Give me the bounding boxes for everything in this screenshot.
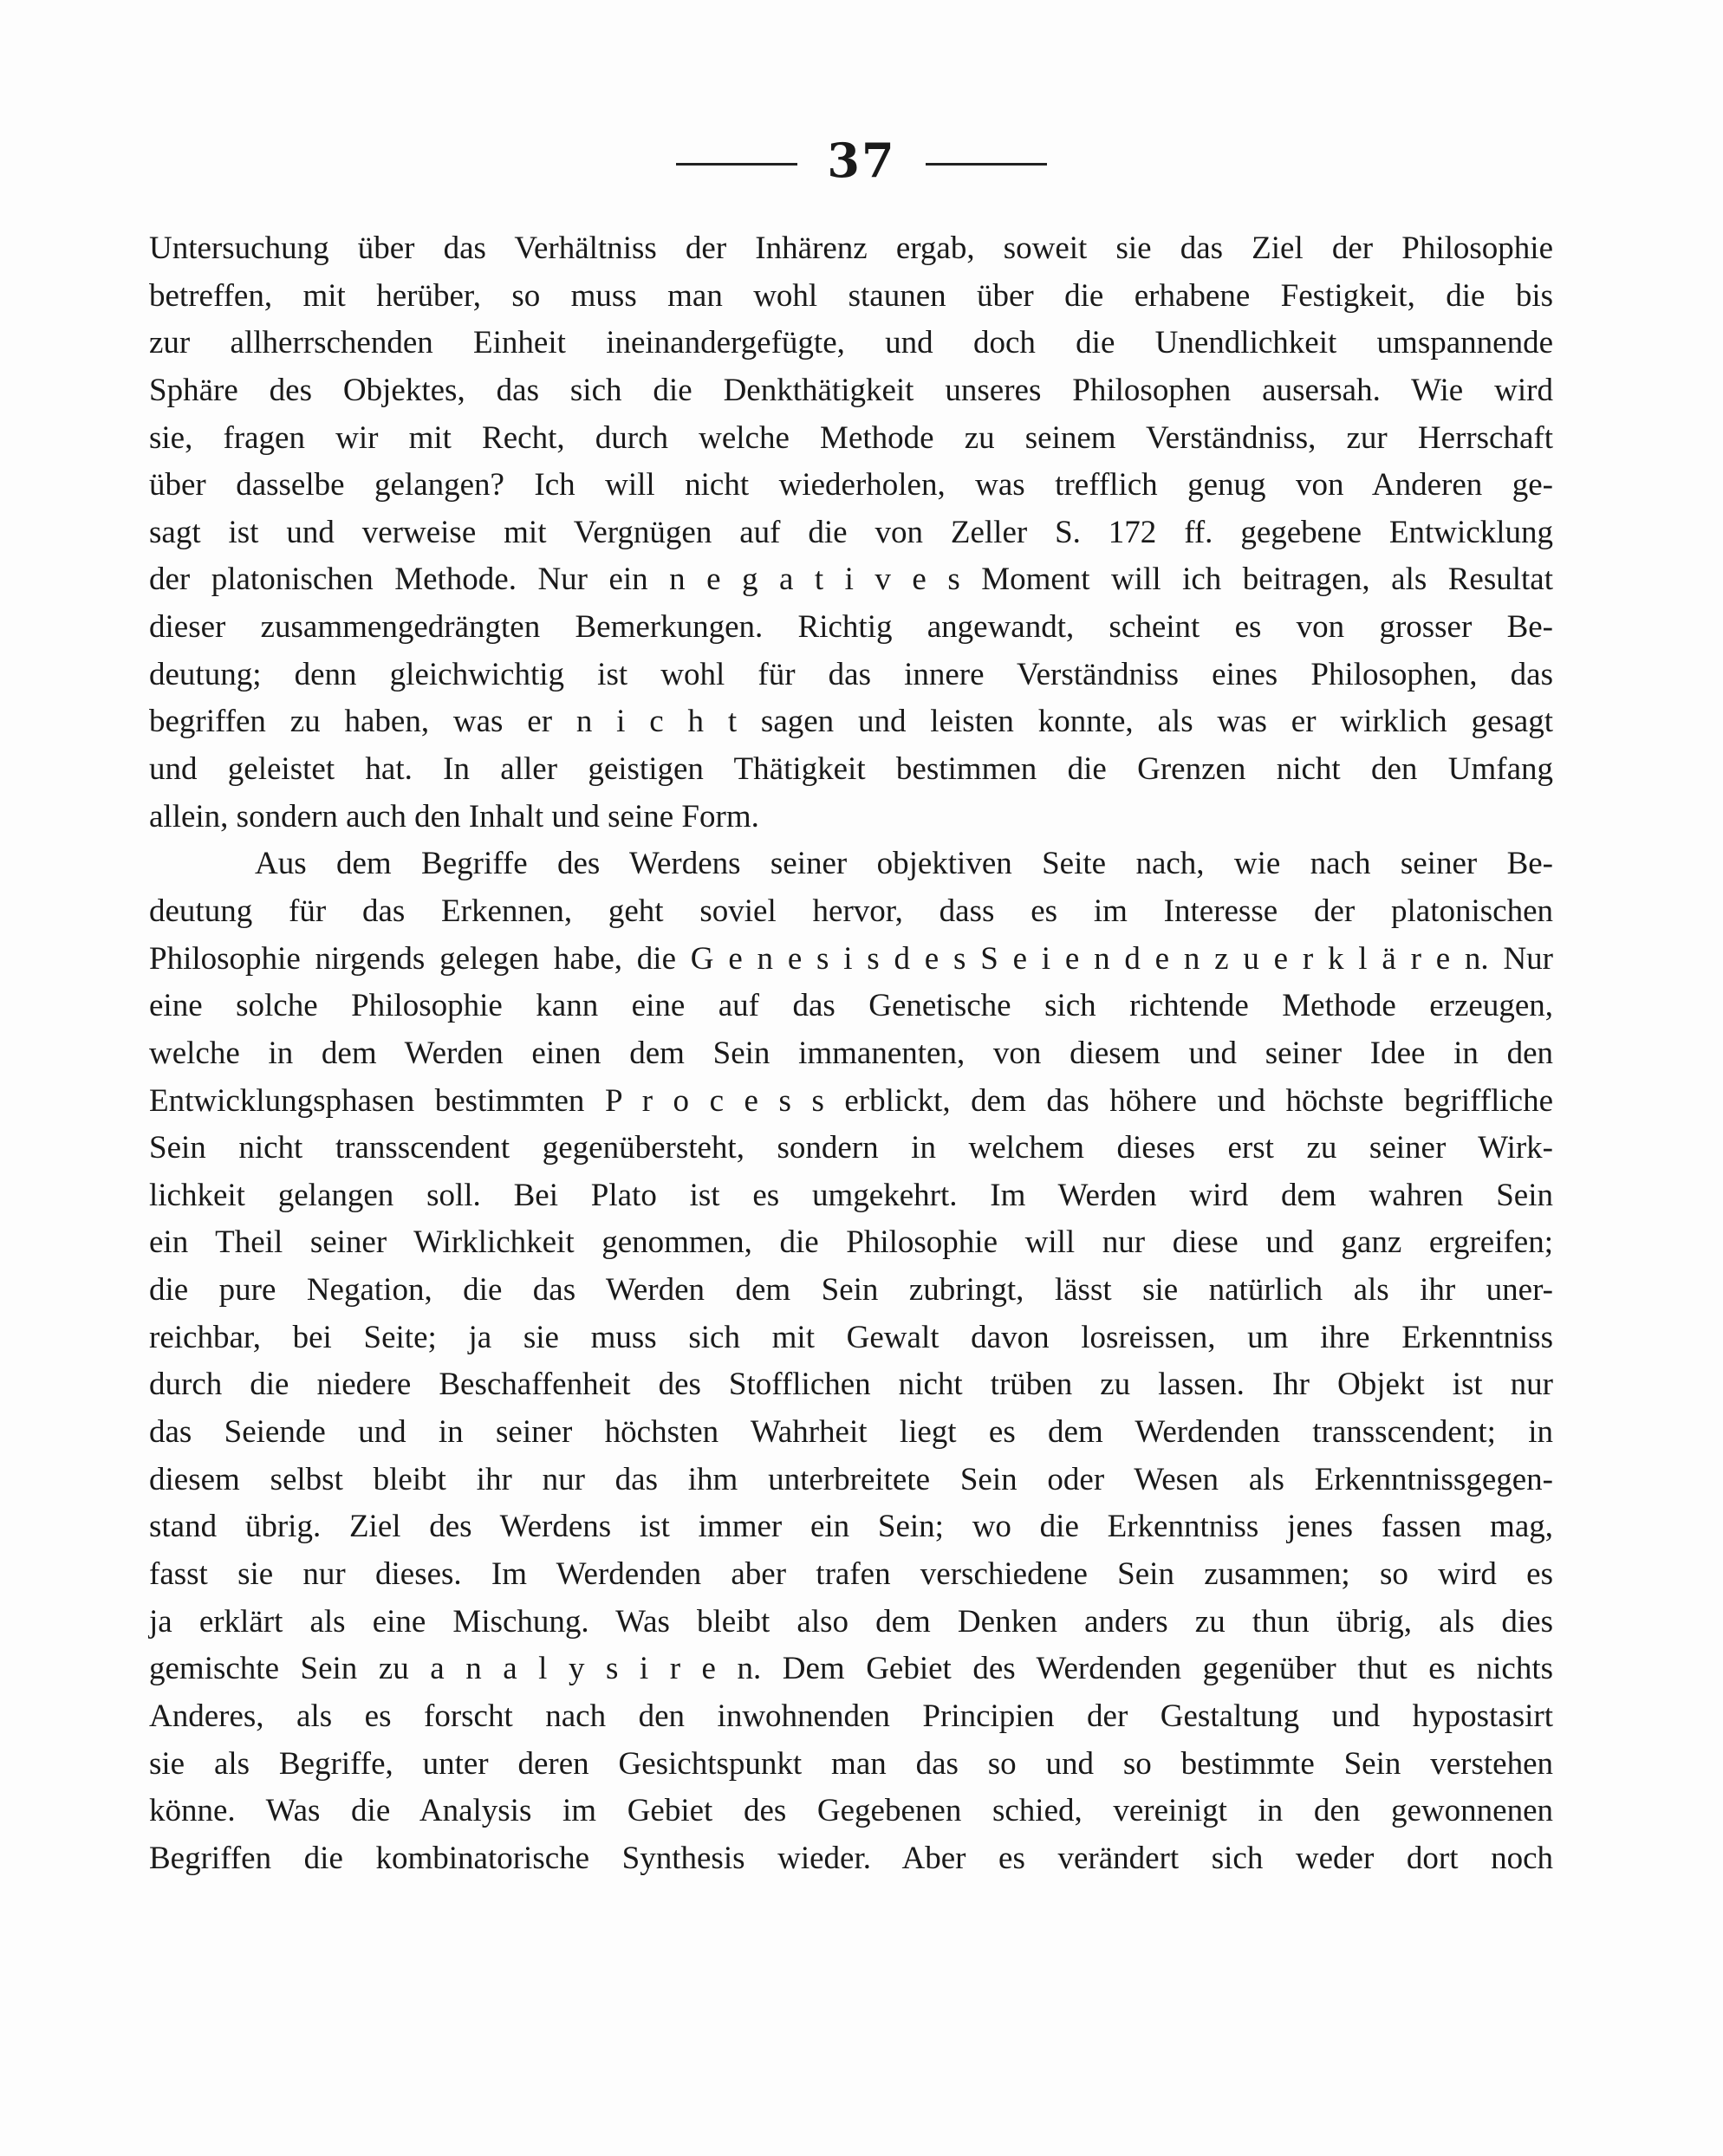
text-line: Begriffen die kombinatorische Synthesis wieder. Aber es verändert sich weder dort noch [149,1840,1553,1876]
text-line: stand übrig. Ziel des Werdens ist immer ein Sein; wo die Erkenntniss jenes fassen mag, [149,1509,1553,1545]
text-line: betreffen, mit herüber, so muss man wohl staunen über die erhabene Festigkeit, die bis [149,277,1553,314]
text-line: Untersuchung über das Verhältniss der Inhärenz ergab, soweit sie das Ziel der Philosophie [149,231,1553,266]
text-line: über dasselbe gelangen? Ich will nicht wiederholen, was trefflich genug von Anderen ge- [149,467,1553,503]
text-line: ein Theil seiner Wirklichkeit genommen, die Philosophie will nur diese und ganz ergreifen; [149,1224,1553,1261]
text-line: welche in dem Werden einen dem Sein immanenten, von diesem und seiner Idee in den [149,1035,1553,1071]
text-line: durch die niedere Beschaffenheit des Stofflichen nicht trüben zu lassen. Ihr Objekt ist nur [149,1367,1553,1403]
text-line: gemischte Sein zu a n a l y s i r e n. Dem Gebiet des Werdenden gegenüber thut es nichts [149,1651,1553,1687]
header-rule-right [926,163,1047,166]
paragraph-start-line: Aus dem Begriffe des Werdens seiner objektiven Seite nach, wie nach seiner Be- [255,846,1553,882]
text-line: der platonischen Methode. Nur ein n e g a t i v e s Moment will ich beitragen, als Resultat [149,562,1553,598]
text-line: diesem selbst bleibt ihr nur das ihm unterbreitete Sein oder Wesen als Erkenntnissgegen- [149,1461,1553,1497]
text-line: sagt ist und verweise mit Vergnügen auf die von Zeller S. 172 ff. gegebene Entwicklung [149,514,1553,550]
text-line: sie, fragen wir mit Recht, durch welche Methode zu seinem Verständniss, zur Herrschaft [149,419,1553,456]
text-line: fasst sie nur dieses. Im Werdenden aber trafen verschiedene Sein zusammen; so wird es [149,1555,1553,1592]
text-line: lichkeit gelangen soll. Bei Plato ist es umgekehrt. Im Werden wird dem wahren Sein [149,1177,1553,1213]
text-line: Philosophie nirgends gelegen habe, die G e n e s i s d e s S e i e n d e n z u e r k l ä r e n. Nur [149,940,1553,977]
text-line: eine solche Philosophie kann eine auf das Genetische sich richtende Methode erzeugen, [149,988,1553,1024]
text-line: das Seiende und in seiner höchsten Wahrheit liegt es dem Werdenden transscendent; in [149,1414,1553,1451]
text-line: dieser zusammengedrängten Bemerkungen. Richtig angewandt, scheint es von grosser Be- [149,609,1553,646]
text-line: Sphäre des Objektes, das sich die Denkthätigkeit unseres Philosophen ausersah. Wie wird [149,372,1553,408]
text-line: zur allherrschenden Einheit ineinandergefügte, und doch die Unendlichkeit umspannende [149,325,1553,361]
text-line: Anderes, als es forscht nach den inwohnenden Principien der Gestaltung und hypostasirt [149,1698,1553,1734]
text-line: deutung; denn gleichwichtig ist wohl für das innere Verständniss eines Philosophen, das [149,656,1553,692]
text-line: Sein nicht transscendent gegenübersteht, sondern in welchem dieses erst zu seiner Wirk- [149,1130,1553,1166]
body-text [149,225,1553,1882]
text-line: deutung für das Erkennen, geht soviel hervor, dass es im Interesse der platonischen [149,893,1553,929]
page-number: 37 [827,133,896,188]
text-line: sie als Begriffe, unter deren Gesichtspunkt man das so und so bestimmte Sein verstehen [149,1745,1553,1782]
header-rule-left [676,163,797,166]
text-line: könne. Was die Analysis im Gebiet des Gegebenen schied, vereinigt in den gewonnenen [149,1793,1553,1829]
text-line: die pure Negation, die das Werden dem Sein zubringt, lässt sie natürlich als ihr uner- [149,1272,1553,1309]
text-line: ja erklärt als eine Mischung. Was bleibt also dem Denken anders zu thun übrig, als dies [149,1603,1553,1640]
text-line: reichbar, bei Seite; ja sie muss sich mit Gewalt davon losreissen, um ihre Erkenntniss [149,1319,1553,1355]
text-line: begriffen zu haben, was er n i c h t sagen und leisten konnte, als was er wirklich gesagt [149,704,1553,740]
page-header [0,130,1723,191]
paragraph-end-line: allein, sondern auch den Inhalt und seine Form. [149,798,759,834]
text-line: und geleistet hat. In aller geistigen Thätigkeit bestimmen die Grenzen nicht den Umfang [149,751,1553,788]
text-line: Entwicklungsphasen bestimmten P r o c e s s erblickt, dem das höhere und höchste begriffliche [149,1082,1553,1119]
